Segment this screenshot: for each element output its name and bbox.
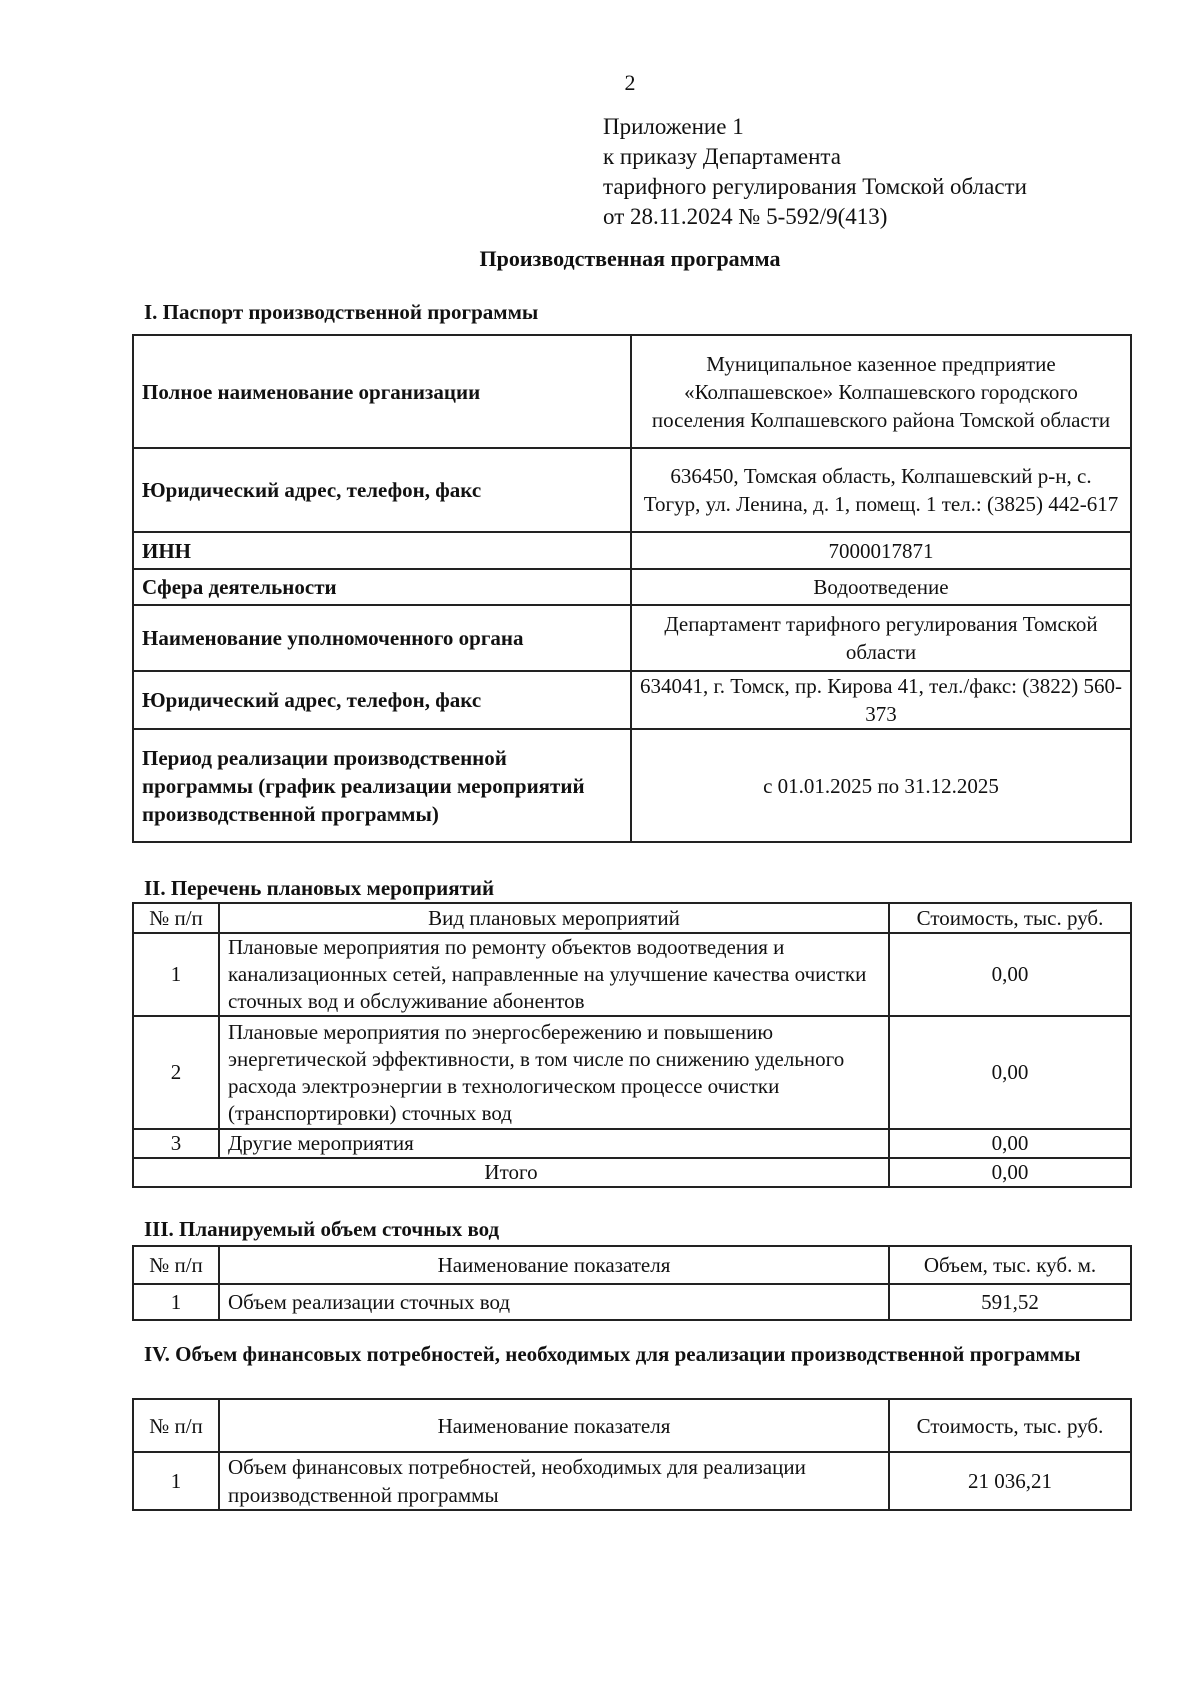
passport-table xyxy=(132,334,1132,843)
finance-header-row xyxy=(133,1399,1131,1452)
appendix-line-3: тарифного регулирования Томской области xyxy=(603,174,1027,199)
table-row xyxy=(133,1016,1131,1129)
passport-label: Наименование уполномоченного органа xyxy=(133,605,631,671)
appendix-line-1: Приложение 1 xyxy=(603,114,744,139)
volume-header-row xyxy=(133,1246,1131,1284)
passport-value: Муниципальное казенное предприятие «Колпашевское» Колпашевского городского поселения Колпашевского района Томской области xyxy=(631,335,1131,448)
row-num: 2 xyxy=(133,1016,219,1129)
col-header-name: Наименование показателя xyxy=(219,1399,889,1452)
passport-value: 634041, г. Томск, пр. Кирова 41, тел./факс: (3822) 560-373 xyxy=(631,671,1131,729)
row-name: Плановые мероприятия по энергосбережению и повышению энергетической эффективности, в том числе по снижению удельного расхода электроэнергии в технологическом процессе очистки (транспортировки) сточных вод xyxy=(219,1016,889,1129)
passport-label: Период реализации производственной программы (график реализации мероприятий производственной программы) xyxy=(133,729,631,842)
row-name: Другие мероприятия xyxy=(219,1129,889,1158)
total-row xyxy=(133,1158,1131,1187)
row-cost: 0,00 xyxy=(889,933,1131,1016)
passport-label: ИНН xyxy=(133,532,631,569)
passport-label: Сфера деятельности xyxy=(133,569,631,605)
passport-value: 7000017871 xyxy=(631,532,1131,569)
row-value: 591,52 xyxy=(889,1284,1131,1320)
row-num: 1 xyxy=(133,1452,219,1510)
section-4-heading: IV. Объем финансовых потребностей, необходимых для реализации производственной программы xyxy=(144,1342,1081,1366)
total-value: 0,00 xyxy=(889,1158,1131,1187)
col-header-num: № п/п xyxy=(133,1246,219,1284)
section-1-heading: I. Паспорт производственной программы xyxy=(144,300,539,324)
page-number: 2 xyxy=(624,70,636,95)
row-value: 21 036,21 xyxy=(889,1452,1131,1510)
table-row xyxy=(133,1129,1131,1158)
table-row xyxy=(133,933,1131,1016)
col-header-name: Вид плановых мероприятий xyxy=(219,903,889,933)
appendix-line-4: от 28.11.2024 № 5-592/9(413) xyxy=(603,204,888,229)
appendix-line-2: к приказу Департамента xyxy=(603,144,841,169)
passport-value: Департамент тарифного регулирования Томской области xyxy=(631,605,1131,671)
passport-value: с 01.01.2025 по 31.12.2025 xyxy=(631,729,1131,842)
col-header-num: № п/п xyxy=(133,903,219,933)
col-header-cost: Стоимость, тыс. руб. xyxy=(889,903,1131,933)
passport-row xyxy=(133,335,1131,448)
passport-value: Водоотведение xyxy=(631,569,1131,605)
section-2-heading: II. Перечень плановых мероприятий xyxy=(144,876,495,900)
passport-row xyxy=(133,671,1131,729)
table-row xyxy=(133,1452,1131,1510)
col-header-name: Наименование показателя xyxy=(219,1246,889,1284)
passport-row xyxy=(133,448,1131,532)
col-header-value: Объем, тыс. куб. м. xyxy=(889,1246,1131,1284)
row-num: 3 xyxy=(133,1129,219,1158)
measures-header-row xyxy=(133,903,1131,933)
volume-table xyxy=(132,1245,1132,1321)
row-num: 1 xyxy=(133,933,219,1016)
measures-table xyxy=(132,902,1132,1188)
section-3-heading: III. Планируемый объем сточных вод xyxy=(144,1217,500,1241)
document-title: Производственная программа xyxy=(479,246,781,271)
passport-row xyxy=(133,532,1131,569)
finance-table xyxy=(132,1398,1132,1511)
passport-label: Полное наименование организации xyxy=(133,335,631,448)
passport-row xyxy=(133,569,1131,605)
passport-label: Юридический адрес, телефон, факс xyxy=(133,671,631,729)
col-header-value: Стоимость, тыс. руб. xyxy=(889,1399,1131,1452)
total-label: Итого xyxy=(133,1158,889,1187)
row-num: 1 xyxy=(133,1284,219,1320)
passport-label: Юридический адрес, телефон, факс xyxy=(133,448,631,532)
row-cost: 0,00 xyxy=(889,1129,1131,1158)
table-row xyxy=(133,1284,1131,1320)
row-name: Объем финансовых потребностей, необходимых для реализации производственной программы xyxy=(219,1452,889,1510)
passport-row xyxy=(133,729,1131,842)
appendix-block xyxy=(603,112,1027,232)
row-cost: 0,00 xyxy=(889,1016,1131,1129)
passport-row xyxy=(133,605,1131,671)
passport-value: 636450, Томская область, Колпашевский р-н, с. Тогур, ул. Ленина, д. 1, помещ. 1 тел.: (3825) 442-617 xyxy=(631,448,1131,532)
row-name: Объем реализации сточных вод xyxy=(219,1284,889,1320)
row-name: Плановые мероприятия по ремонту объектов водоотведения и канализационных сетей, направленные на улучшение качества очистки сточных вод и обслуживание абонентов xyxy=(219,933,889,1016)
col-header-num: № п/п xyxy=(133,1399,219,1452)
